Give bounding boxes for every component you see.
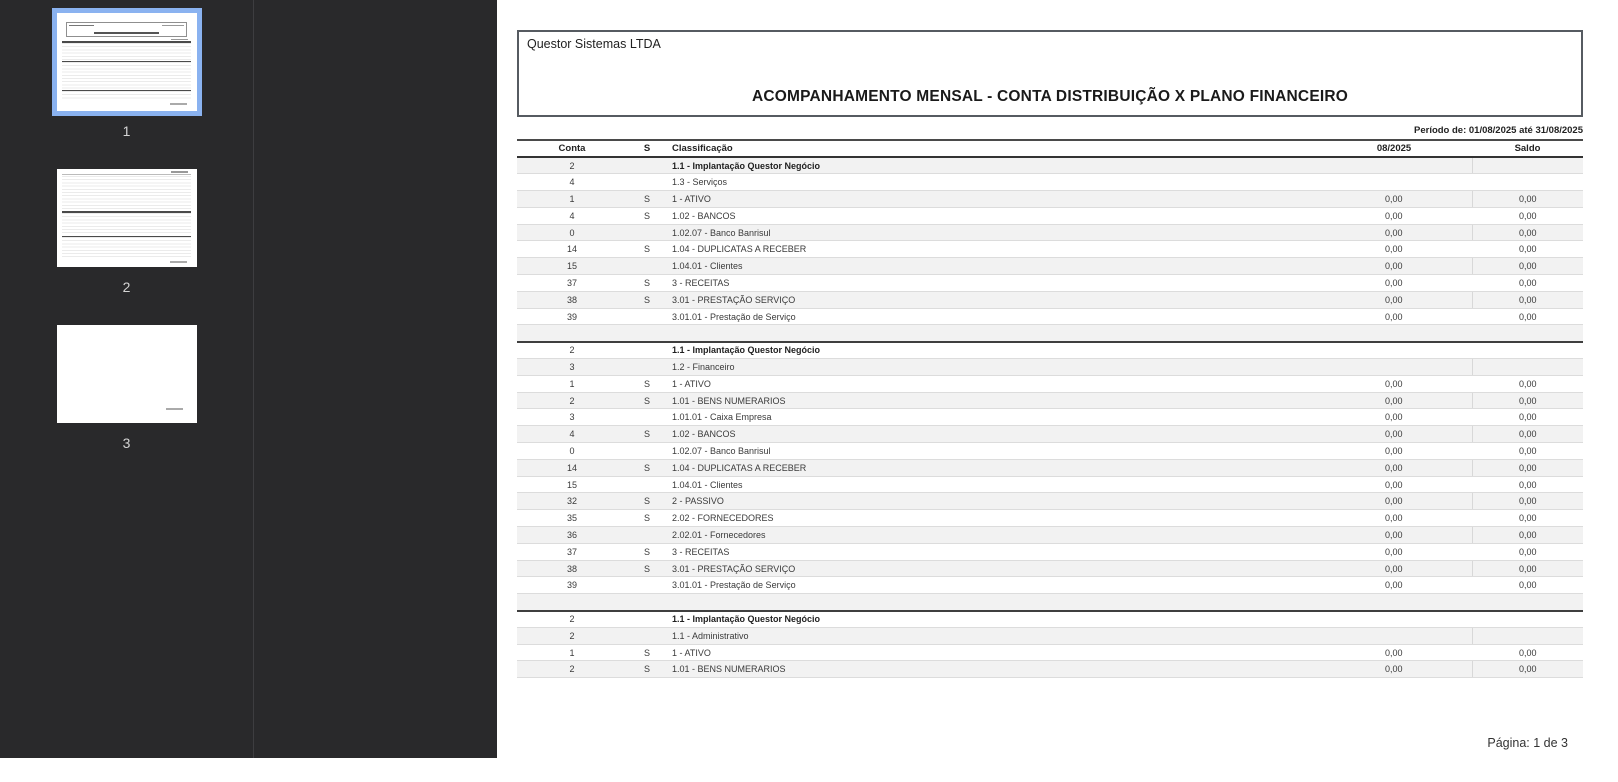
table-row: 14 S 1.04 - DUPLICATAS A RECEBER 0,00 0,00 [517,241,1583,258]
page-thumbnail-2-preview [57,169,197,267]
table-row: 2 S 1.01 - BENS NUMERARIOS 0,00 0,00 [517,661,1583,678]
table-row: 2 1.1 - Administrativo [517,627,1583,644]
page-thumbnail-3-preview [57,325,197,423]
thumbnail-item-3 [52,320,202,451]
report-table-header [517,140,1583,157]
column-header-s: S [627,140,667,157]
table-row: 37 S 3 - RECEITAS 0,00 0,00 [517,543,1583,560]
table-row: 2 1.1 - Implantação Questor Negócio [517,611,1583,628]
column-header-classificacao: Classificação [667,140,1316,157]
table-row: 14 S 1.04 - DUPLICATAS A RECEBER 0,00 0,00 [517,459,1583,476]
thumbnail-page-number-2: 2 [122,279,131,295]
table-row: 32 S 2 - PASSIVO 0,00 0,00 [517,493,1583,510]
table-row: 4 S 1.02 - BANCOS 0,00 0,00 [517,426,1583,443]
table-row: 39 3.01.01 - Prestação de Serviço 0,00 0,00 [517,577,1583,594]
period-label: Período de: 01/08/2025 até 31/08/2025 [1414,125,1583,136]
table-row: 0 1.02.07 - Banco Banrisul 0,00 0,00 [517,443,1583,460]
thumbnail-sidebar [0,0,254,758]
table-row: 4 1.3 - Serviços [517,174,1583,191]
section-separator-row [517,594,1583,611]
table-row: 2 1.1 - Implantação Questor Negócio [517,342,1583,359]
section-separator-row [517,325,1583,342]
column-header-saldo: Saldo [1472,140,1583,157]
table-row: 1 S 1 - ATIVO 0,00 0,00 [517,191,1583,208]
thumbnail-item-1 [52,8,202,139]
column-header-conta: Conta [517,140,627,157]
page-thumbnail-3[interactable] [52,320,202,428]
page-thumbnail-1-preview [57,13,197,111]
table-row: 2 1.1 - Implantação Questor Negócio [517,157,1583,174]
table-row: 3 1.2 - Financeiro [517,359,1583,376]
thumbnail-item-2 [52,164,202,295]
header-row [517,140,1583,157]
table-row: 38 S 3.01 - PRESTAÇÃO SERVIÇO 0,00 0,00 [517,291,1583,308]
report-table-body [517,157,1583,678]
page-thumbnail-1[interactable] [52,8,202,116]
table-row: 39 3.01.01 - Prestação de Serviço 0,00 0,00 [517,308,1583,325]
report-table [517,139,1583,678]
report-content [517,30,1583,678]
company-name: Questor Sistemas LTDA [527,37,661,51]
table-row: 2 S 1.01 - BENS NUMERARIOS 0,00 0,00 [517,392,1583,409]
table-row: 38 S 3.01 - PRESTAÇÃO SERVIÇO 0,00 0,00 [517,560,1583,577]
page-number-footer: Página: 1 de 3 [1487,736,1568,750]
table-row: 35 S 2.02 - FORNECEDORES 0,00 0,00 [517,510,1583,527]
thumbnail-page-number-1: 1 [122,123,131,139]
report-title: ACOMPANHAMENTO MENSAL - CONTA DISTRIBUIÇÃO X PLANO FINANCEIRO [751,88,1349,105]
table-row: 15 1.04.01 - Clientes 0,00 0,00 [517,258,1583,275]
table-row: 0 1.02.07 - Banco Banrisul 0,00 0,00 [517,224,1583,241]
table-row: 3 1.01.01 - Caixa Empresa 0,00 0,00 [517,409,1583,426]
table-row: 1 S 1 - ATIVO 0,00 0,00 [517,375,1583,392]
report-header-box [517,30,1583,117]
report-page [497,0,1618,758]
table-row: 1 S 1 - ATIVO 0,00 0,00 [517,644,1583,661]
table-row: 4 S 1.02 - BANCOS 0,00 0,00 [517,207,1583,224]
bottom-strip [0,758,1618,782]
table-row: 37 S 3 - RECEITAS 0,00 0,00 [517,275,1583,292]
table-row: 15 1.04.01 - Clientes 0,00 0,00 [517,476,1583,493]
column-header-mes: 08/2025 [1316,140,1472,157]
page-thumbnail-2[interactable] [52,164,202,272]
table-row: 36 2.02.01 - Fornecedores 0,00 0,00 [517,527,1583,544]
thumbnail-page-number-3: 3 [122,435,131,451]
document-viewer [254,0,1618,758]
